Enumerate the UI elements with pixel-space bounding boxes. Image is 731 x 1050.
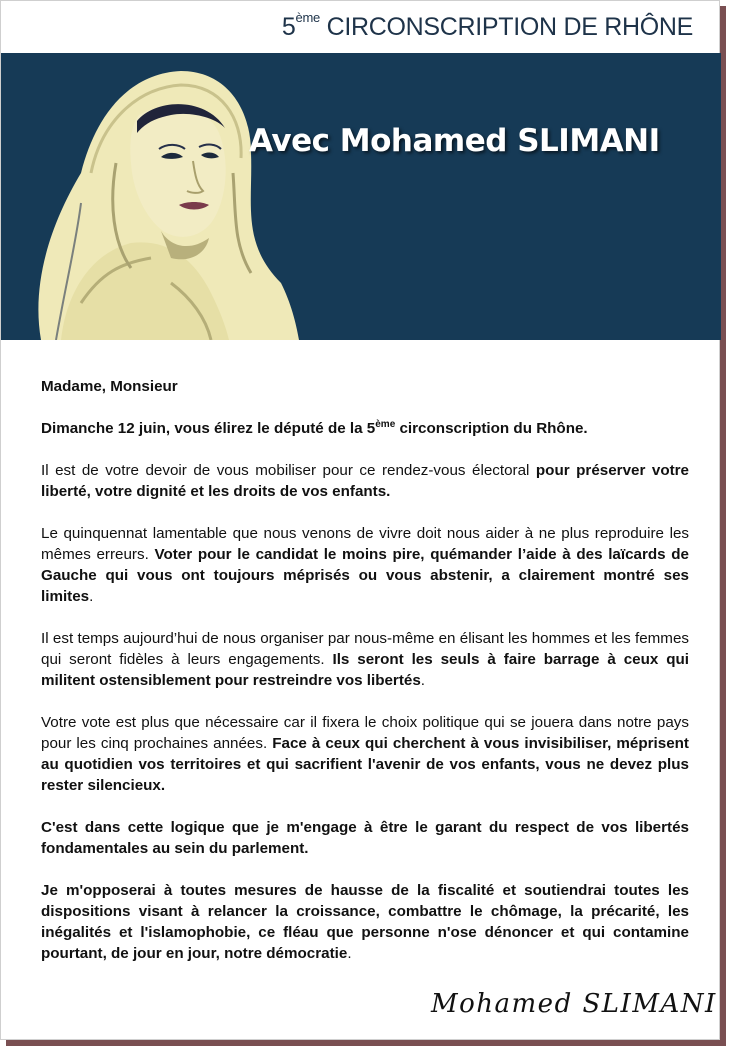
constituency-ordinal: ème [295,10,320,25]
paragraph-quinquennat: Le quinquennat lamentable que nous venons de vivre doit nous aider à ne plus reproduire les mêmes erreurs. Voter pour le candidat le moins pire, quémander l’aide à des laïcards de Gauche qui vous ont toujours méprisés ou vous abstenir, a clairement montré ses limites. [41,525,689,605]
frame-shadow-bottom [6,1040,726,1046]
signature: Mohamed SLIMANI [431,989,717,1019]
paragraph-commitment: C'est dans cette logique que je m'engage à être le garant du respect de vos libertés fondamentales au sein du parlement. [41,819,689,857]
constituency-title [281,10,693,42]
paragraph-duty: Il est de votre devoir de vous mobiliser pour ce rendez-vous électoral pour préserver votre liberté, votre dignité et les droits de vos enfants. [41,462,690,500]
banner-title: Avec Mohamed SLIMANI [249,123,660,159]
constituency-number: 5 [281,13,296,41]
letter-body [41,376,689,985]
paragraph-election-date: Dimanche 12 juin, vous élirez le député de la 5ème circonscription du Rhône. [41,418,588,437]
constituency-name: CIRCONSCRIPTION DE RHÔNE [326,13,693,41]
header-banner [1,53,721,340]
paragraph-organize: Il est temps aujourd’hui de nous organiser par nous-même en élisant les hommes et les femmes qui seront fidèles à leurs engagements. Ils seront les seuls à faire barrage à ceux qui militent ostensiblement pour restreindre vos libertés. [41,630,689,689]
candidate-portrait-illustration [21,53,301,340]
paragraph-opposition: Je m'opposerai à toutes mesures de hausse de la fiscalité et soutiendrai toutes les dispositions visant à relancer la croissance, combattre le chômage, la précarité, les inégalités et l'islamophobie, ce fléau que personne n'ose dénoncer et qui contamine pourtant, de jour en jour, notre démocratie. [41,882,689,962]
salutation: Madame, Monsieur [41,378,178,395]
paragraph-vote: Votre vote est plus que nécessaire car il fixera le choix politique qui se jouera dans notre pays pour les cinq prochaines années. Face à ceux qui cherchent à vous invisibiliser, méprisent au quotidien vos territoires et qui sacrifient l'avenir de vos enfants, vous ne devez plus rester silencieux. [41,714,689,794]
